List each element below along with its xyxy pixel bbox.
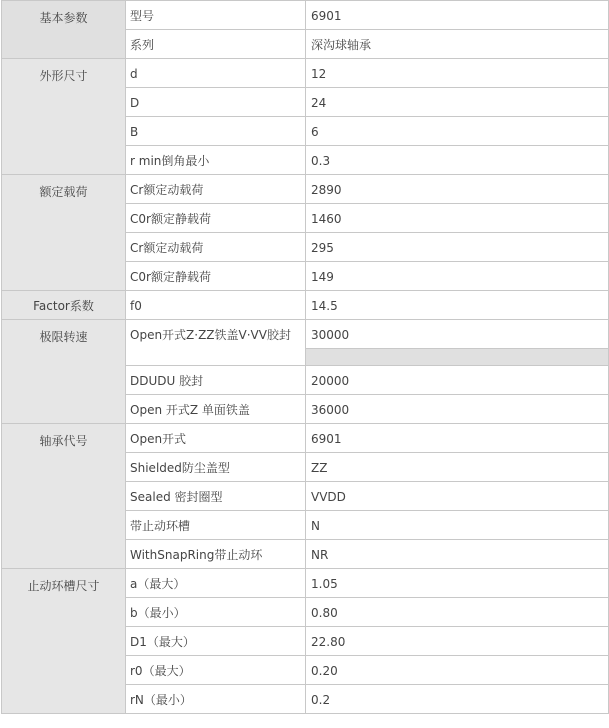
param-name: f0 [126,291,306,320]
param-value: 149 [306,262,609,291]
param-name: a（最大） [126,569,306,598]
param-name: WithSnapRing带止动环 [126,540,306,569]
param-name: DDUDU 胶封 [126,366,306,395]
group-label: 额定载荷 [2,175,126,291]
table-row [2,320,609,349]
group-label: Factor系数 [2,291,126,320]
param-name: Open开式Z·ZZ铁盖V·VV胶封 [126,320,306,366]
param-name: C0r额定静载荷 [126,262,306,291]
param-name: D [126,88,306,117]
param-name: rN（最小） [126,685,306,714]
group-label: 轴承代号 [2,424,126,569]
param-name: Sealed 密封圈型 [126,482,306,511]
param-value: 6 [306,117,609,146]
param-name: r min倒角最小 [126,146,306,175]
group-label: 极限转速 [2,320,126,424]
param-name: d [126,59,306,88]
param-value: NR [306,540,609,569]
param-name: Open 开式Z 单面铁盖 [126,395,306,424]
param-value: 0.20 [306,656,609,685]
group-label: 外形尺寸 [2,59,126,175]
param-name: r0（最大） [126,656,306,685]
param-name: D1（最大） [126,627,306,656]
table-row [2,569,609,598]
param-name: 型号 [126,1,306,30]
param-value: 2890 [306,175,609,204]
param-name: 系列 [126,30,306,59]
param-value: 0.80 [306,598,609,627]
table-row [2,59,609,88]
table-row [2,175,609,204]
param-value: N [306,511,609,540]
table-row [2,1,609,30]
param-value: 深沟球轴承 [306,30,609,59]
blank-cell [306,349,609,366]
param-value: 24 [306,88,609,117]
param-name: Cr额定动载荷 [126,233,306,262]
param-value: 6901 [306,424,609,453]
param-value: 1.05 [306,569,609,598]
param-value: VVDD [306,482,609,511]
table-row [2,424,609,453]
param-value: 6901 [306,1,609,30]
param-value: 0.2 [306,685,609,714]
param-value: 0.3 [306,146,609,175]
param-value: 20000 [306,366,609,395]
param-value: 30000 [306,320,609,349]
param-value: 22.80 [306,627,609,656]
param-name: Shielded防尘盖型 [126,453,306,482]
param-name: Cr额定动载荷 [126,175,306,204]
param-value: 1460 [306,204,609,233]
param-value: 14.5 [306,291,609,320]
group-label: 止动环槽尺寸 [2,569,126,714]
table-row [2,291,609,320]
param-name: C0r额定静载荷 [126,204,306,233]
param-name: 带止动环槽 [126,511,306,540]
group-label: 基本参数 [2,1,126,59]
bearing-spec-table [1,0,609,714]
param-value: 36000 [306,395,609,424]
param-name: Open开式 [126,424,306,453]
param-name: b（最小） [126,598,306,627]
param-name: B [126,117,306,146]
param-value: ZZ [306,453,609,482]
param-value: 295 [306,233,609,262]
param-value: 12 [306,59,609,88]
